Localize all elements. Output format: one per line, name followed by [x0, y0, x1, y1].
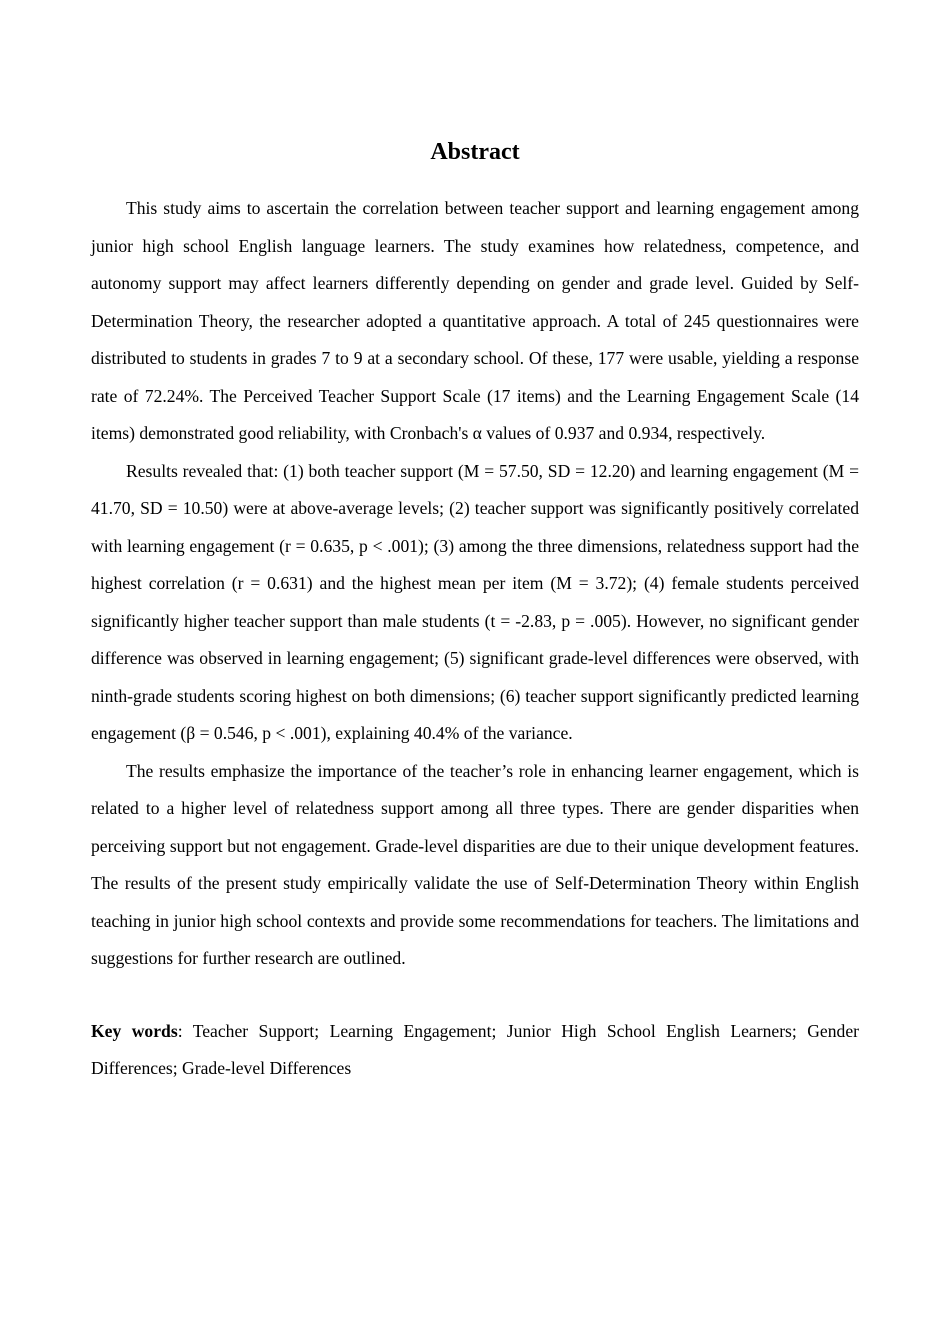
document-page	[91, 136, 859, 1088]
abstract-paragraph-3: The results emphasize the importance of the teacher’s role in enhancing learner engagement, which is related to a higher level of relatedness support among all three types. There are gender disparities when perceiving support but not engagement. Grade-level disparities are due to their unique development features. The results of the present study empirically validate the use of Self-Determination Theory within English teaching in junior high school contexts and provide some recommendations for teachers. The limitations and suggestions for further research are outlined.	[91, 760, 859, 968]
keywords-label: Key words	[91, 1020, 178, 1041]
abstract-title: Abstract	[430, 139, 520, 165]
abstract-paragraph-2: Results revealed that: (1) both teacher support (M = 57.50, SD = 12.20) and learning engagement (M = 41.70, SD = 10.50) were at above-average levels; (2) teacher support was significantly positively correlated with learning engagement (r = 0.635, p < .001); (3) among the three dimensions, relatedness support had the highest correlation (r = 0.631) and the highest mean per item (M = 3.72); (4) female students perceived significantly higher teacher support than male students (t = -2.83, p = .005). However, no significant gender difference was observed in learning engagement; (5) significant grade-level differences were observed, with ninth-grade students scoring highest on both dimensions; (6) teacher support significantly predicted learning engagement (β = 0.546, p < .001), explaining 40.4% of the variance.	[91, 460, 859, 743]
keywords-text: : Teacher Support; Learning Engagement; Junior High School English Learners; Gender Differences; Grade-level Differences	[91, 1020, 860, 1078]
abstract-paragraph-1: This study aims to ascertain the correlation between teacher support and learning engagement among junior high school English language learners. The study examines how relatedness, competence, and autonomy support may affect learners differently depending on gender and grade level. Guided by Self-Determination Theory, the researcher adopted a quantitative approach. A total of 245 questionnaires were distributed to students in grades 7 to 9 at a secondary school. Of these, 177 were usable, yielding a response rate of 72.24%. The Perceived Teacher Support Scale (17 items) and the Learning Engagement Scale (14 items) demonstrated good reliability, with Cronbach's α values of 0.937 and 0.934, respectively.	[91, 198, 859, 443]
keywords-line	[91, 1013, 859, 1088]
